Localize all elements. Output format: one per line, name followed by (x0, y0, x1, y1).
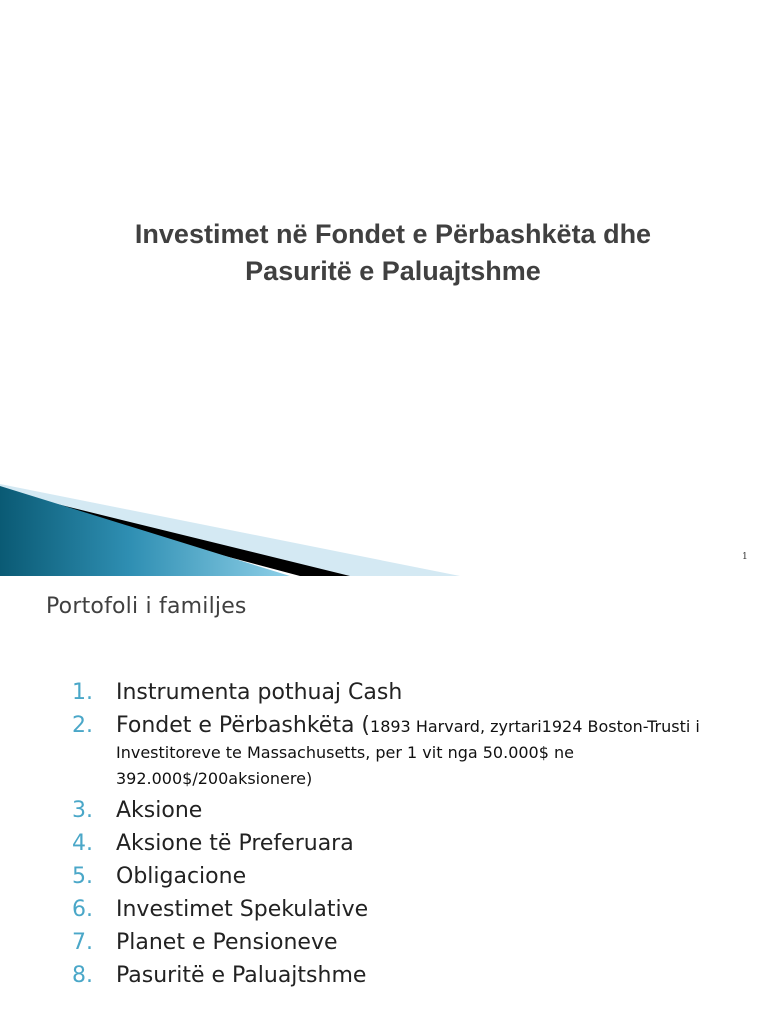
list-item-text: Obligacione (116, 864, 247, 889)
list-item-number: 8. (72, 963, 93, 988)
list-item-number: 5. (72, 864, 93, 889)
list-item-number: 4. (72, 831, 93, 856)
list-item (72, 864, 740, 890)
list-item-number: 2. (72, 713, 93, 738)
list-item (72, 831, 740, 857)
slide-heading: Portofoli i familjes (46, 594, 247, 619)
list-item-number: 1. (72, 680, 93, 705)
list-item-text: Planet e Pensioneve (116, 930, 338, 955)
slide-title-line-2: Pasuritë e Paluajtshme (245, 256, 541, 286)
list-item-number: 6. (72, 897, 93, 922)
list-item-text: Pasuritë e Paluajtshme (116, 963, 367, 988)
list-item (72, 798, 740, 824)
slide-number: 1 (742, 552, 748, 562)
slide-title-line-1: Investimet në Fondet e Përbashkëta dhe (134, 219, 652, 249)
list-item (72, 930, 740, 956)
list-item-text: Fondet e Përbashkëta ( (116, 713, 371, 738)
list-item (72, 963, 740, 989)
list-item (72, 680, 740, 706)
list-item-number: 7. (72, 930, 93, 955)
portfolio-list (72, 680, 740, 996)
list-item-text: Investimet Spekulative (116, 897, 369, 922)
decorative-swoosh (0, 476, 768, 576)
list-item-text: Aksione të Preferuara (116, 831, 354, 856)
list-item (72, 713, 740, 791)
list-item-number: 3. (72, 798, 93, 823)
content-slide (0, 576, 768, 1024)
list-item (72, 897, 740, 923)
list-item-note: 1893 Harvard, zyrtari1924 Boston-Trusti i Investitoreve te Massachusetts, per 1 vit nga 50.000$ ne 392.000$/200aksionere) (116, 717, 700, 788)
list-item-text: Instrumenta pothuaj Cash (116, 680, 403, 705)
slide-title (40, 216, 746, 290)
list-item-text: Aksione (116, 798, 203, 823)
blue-gradient-band (0, 486, 290, 576)
